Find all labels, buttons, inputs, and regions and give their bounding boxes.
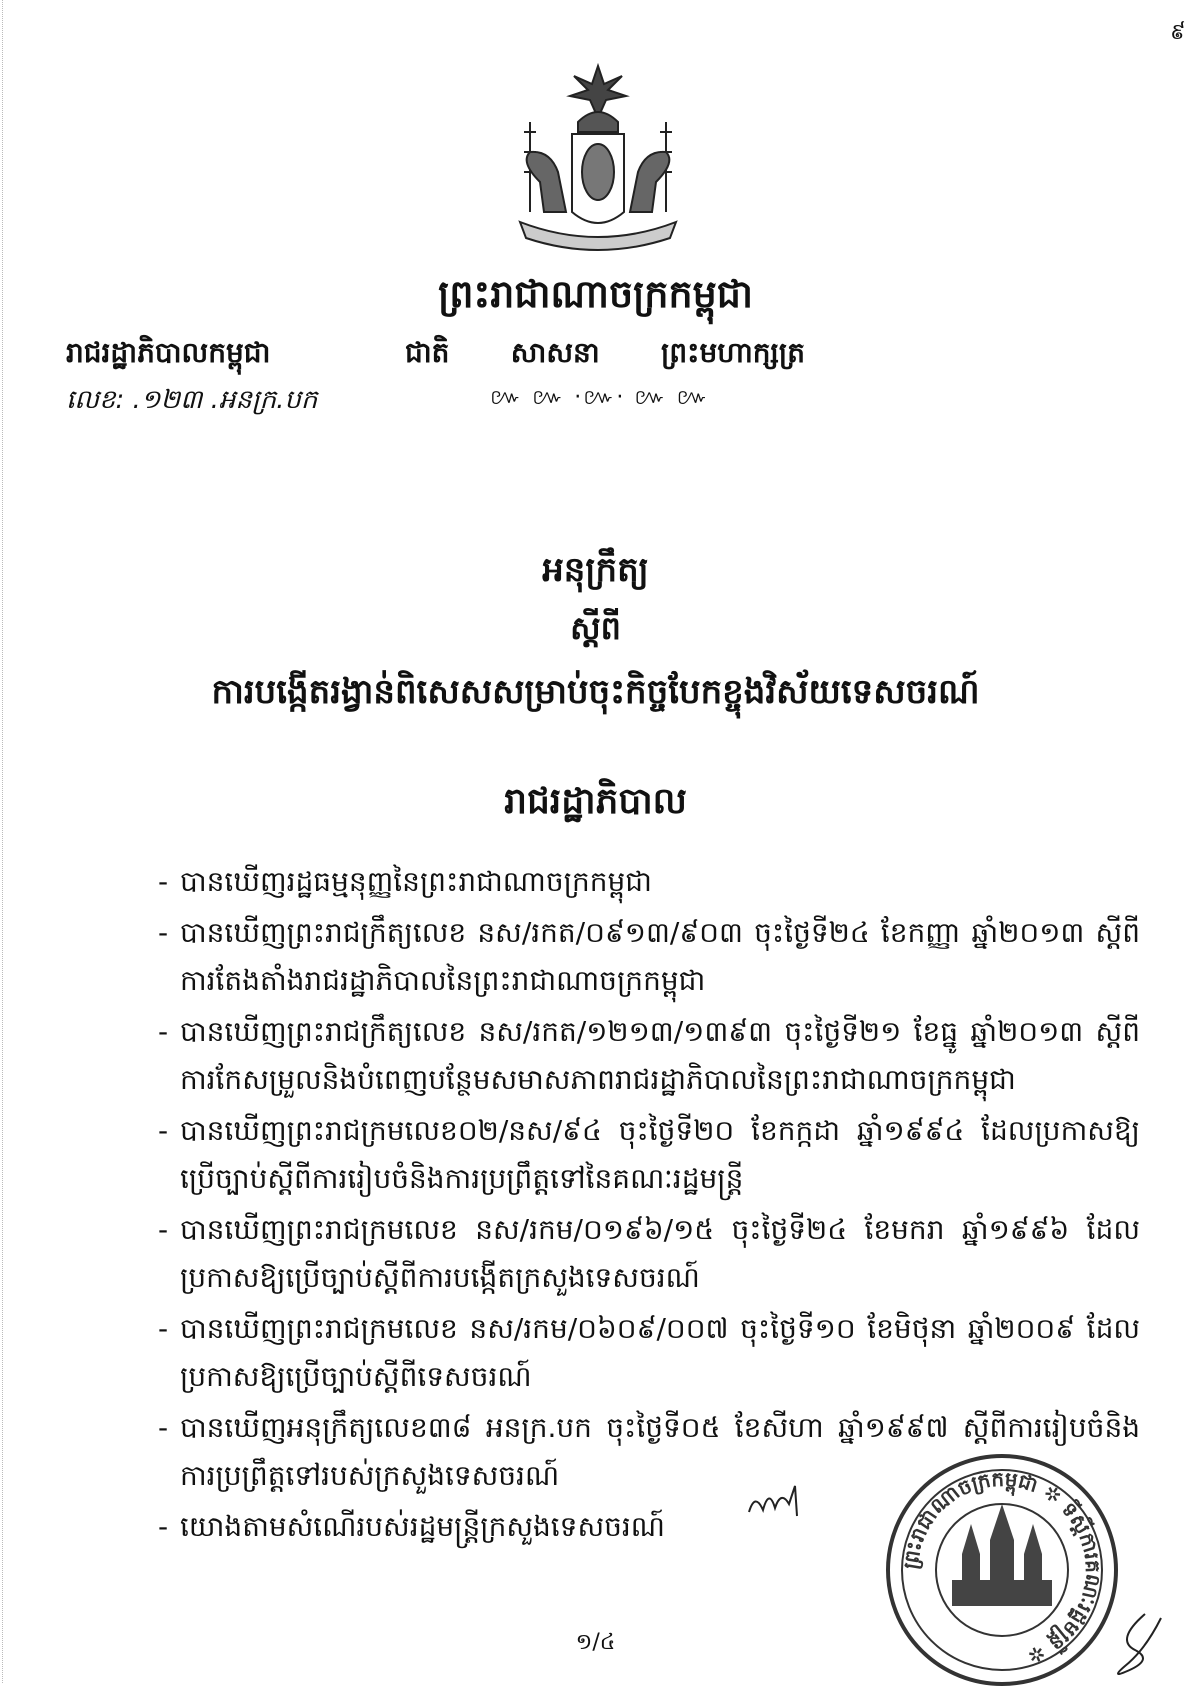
list-item: - បានឃើញព្រះរាជក្រឹត្យលេខ នស/រកត/០៩១៣/៩០៣ ចុះថ្ងៃទី២៤ ខែកញ្ញា ឆ្នាំ២០១៣ ស្តីពីការតែងតាំងរាជរដ្ឋាភិបាលនៃព្រះរាជាណាចក្រកម្ពុជា	[158, 916, 1140, 997]
document-number: លេខ: .១២៣ .អនក្រ.បក	[66, 385, 318, 415]
motto-nation: ជាតិ	[405, 336, 450, 369]
kingdom-title: ព្រះរាជាណាចក្រកម្ពុជា	[438, 272, 753, 316]
scan-margin	[2, 0, 5, 1683]
page-corner-mark: ៩	[1170, 20, 1186, 45]
list-item: - បានឃើញអនុក្រឹត្យលេខ៣៨ អនក្រ.បក ចុះថ្ងៃទី០៥ ខែសីហា ឆ្នាំ១៩៩៧ ស្តីពីការរៀបចំនិងការប្រព្រឹត្តទៅរបស់ក្រសួងទេសចរណ៍	[158, 1411, 1140, 1492]
motto-religion: សាសនា	[510, 336, 600, 369]
svg-text:ព្រះរាជាណាចក្រកម្ពុជា ✲ ទីស្តី: ព្រះរាជាណាចក្រកម្ពុជា ✲ ទីស្តីការគណៈរដ្ឋមន្ត្រី ✲	[898, 1466, 1106, 1669]
document-about-label: ស្តីពី	[570, 609, 621, 647]
list-item: - បានឃើញព្រះរាជក្រឹត្យលេខ នស/រកត/១២១៣/១៣៩៣ ចុះថ្ងៃទី២១ ខែធ្នូ ឆ្នាំ២០១៣ ស្តីពីការកែសម្រួលនិងបំពេញបន្ថែមសមាសភាពរាជរដ្ឋាភិបាលនៃព្រះរាជាណាចក្រកម្ពុជា	[158, 1015, 1140, 1096]
handwritten-initial-icon	[745, 1482, 805, 1522]
list-item: - បានឃើញព្រះរាជក្រមលេខ នស/រកម/០៦០៩/០០៧ ចុះថ្ងៃទី១០ ខែមិថុនា ឆ្នាំ២០០៩ ដែលប្រកាសឱ្យប្រើច្បាប់ស្តីពីទេសចរណ៍	[158, 1312, 1140, 1393]
page-number: ១/៤	[575, 1630, 616, 1655]
document-type-title: អនុក្រឹត្យ	[542, 550, 649, 590]
national-motto	[405, 335, 805, 376]
motto-king: ព្រះមហាក្សត្រ	[661, 336, 805, 369]
ornament-divider: ៚ ៚ ·៚· ៚ ៚	[490, 385, 710, 410]
issuer-heading: រាជរដ្ឋាភិបាល	[504, 781, 687, 822]
list-item: - បានឃើញរដ្ឋធម្មនុញ្ញនៃព្រះរាជាណាចក្រកម្ពុជា	[158, 865, 652, 898]
royal-coat-of-arms-icon	[500, 62, 696, 262]
list-item: - បានឃើញព្រះរាជក្រមលេខ នស/រកម/០១៩៦/១៥ ចុះថ្ងៃទី២៤ ខែមករា ឆ្នាំ១៩៩៦ ដែលប្រកាសឱ្យប្រើច្បាប់ស្តីពីការបង្កើតក្រសួងទេសចរណ៍	[158, 1213, 1140, 1294]
government-name: រាជរដ្ឋាភិបាលកម្ពុជា	[66, 336, 271, 369]
list-item: - យោងតាមសំណើរបស់រដ្ឋមន្ត្រីក្រសួងទេសចរណ៍	[158, 1510, 665, 1543]
list-item: - បានឃើញព្រះរាជក្រមលេខ០២/នស/៩៤ ចុះថ្ងៃទី២០ ខែកក្កដា ឆ្នាំ១៩៩៤ ដែលប្រកាសឱ្យប្រើច្បាប់ស្តីពីការរៀបចំនិងការប្រព្រឹត្តទៅនៃគណៈរដ្ឋមន្ត្រី	[158, 1114, 1140, 1195]
document-subject-title: ការបង្កើតរង្វាន់ពិសេសសម្រាប់ចុះកិច្ចបែកខ្ចុងវិស័យទេសចរណ៍	[211, 672, 980, 712]
